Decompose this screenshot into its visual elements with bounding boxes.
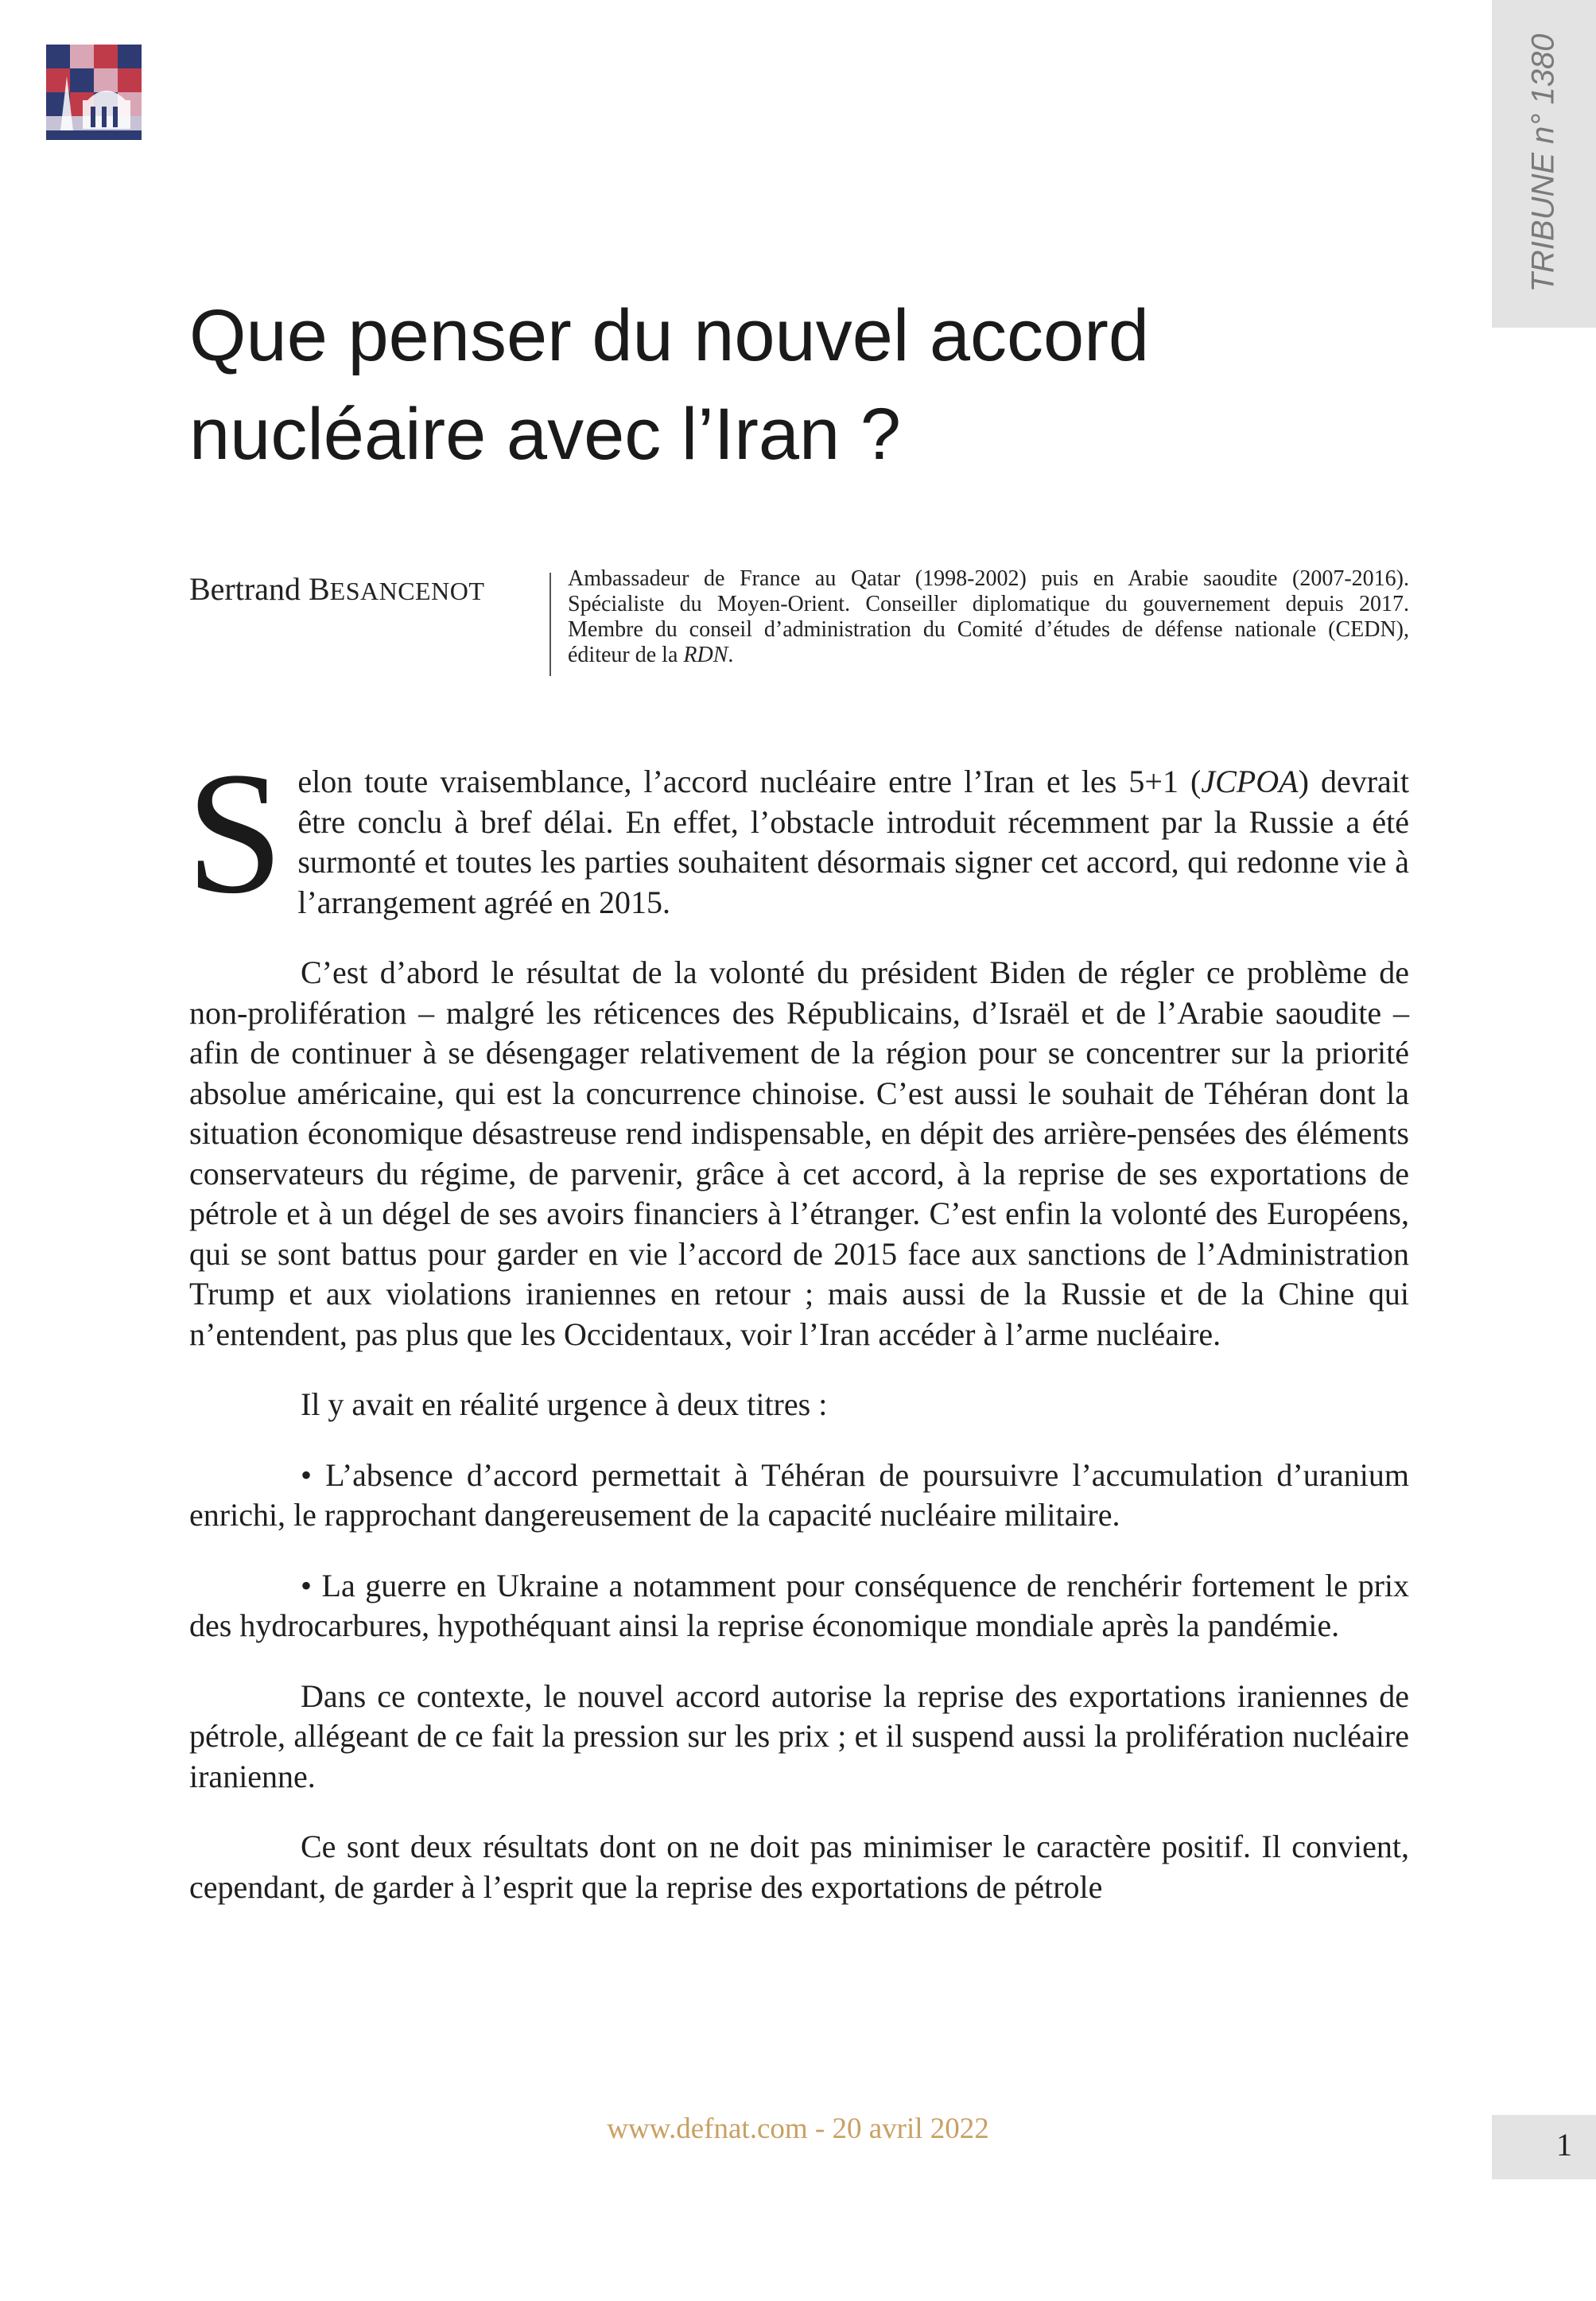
page-title: Que penser du nouvel accord nucléaire avec l’Iran ? xyxy=(189,295,1150,475)
paragraph: C’est d’abord le résultat de la volonté du président Biden de régler ce problème de non-prolifération – malgré les réticences des Républicains, d’Israël et de l’Arabie saoudite – afin de continuer à se désengager relativement de la région pour se concentrer sur la priorité absolue américaine, qui est la concurrence chinoise. C’est aussi le souhait de Téhéran dont la situation économique désastreuse rend indispensable, en dépit des arrière-pensées des éléments conservateurs du régime, de parvenir, grâce à cet accord, à la reprise de ses exportations de pétrole et à un dégel de ses avoirs financiers à l’étranger. C’est enfin la volonté des Européens, qui se sont battus pour garder en vie l’accord de 2015 face aux sanctions de l’Administration Trump et aux violations iraniennes en retour ; mais aussi de la Russie et de la Chine qui n’entendent, pas plus que les Occidentaux, voir l’Iran accéder à l’arme nucléaire. xyxy=(189,954,1409,1352)
tribune-label: TRIBUNE n° 1380 xyxy=(1525,33,1561,293)
rdn-logo-icon xyxy=(46,45,142,140)
paragraph: Il y avait en réalité urgence à deux titres : xyxy=(301,1386,828,1422)
bullet-paragraph: • L’absence d’accord permettait à Téhéran de poursuivre l’accumulation d’uranium enrichi, le rapprochant dangereusement de la capacité nucléaire militaire. xyxy=(189,1456,1409,1533)
article-body xyxy=(186,736,1410,1938)
author-bio: Ambassadeur de France au Qatar (1998-2002) puis en Arabie saoudite (2007-2016). Spécialiste du Moyen-Orient. Conseiller diplomatique du gouvernement depuis 2017. Membre du conseil d’administration du Comité d’études de défense nationale (CEDN), éditeur de la RDN. xyxy=(568,566,1409,667)
footer-url-date: www.defnat.com - 20 avril 2022 xyxy=(607,2112,989,2145)
paragraph-intro: Selon toute vraisemblance, l’accord nucléaire entre l’Iran et les 5+1 (JCPOA) devrait être conclu à bref délai. En effet, l’obstacle introduit récemment par la Russie a été surmonté et toutes les parties souhaitent désormais signer cet accord, qui redonne vie à l’arrangement agréé en 2015. xyxy=(186,736,1410,930)
page-number: 1 xyxy=(1556,2127,1572,2163)
paragraph: Ce sont deux résultats dont on ne doit pas minimiser le caractère positif. Il convient, cependant, de garder à l’esprit que la reprise des exportations de pétrole xyxy=(189,1829,1409,1905)
side-tab xyxy=(1492,0,1596,328)
page-number-tab xyxy=(1492,2115,1596,2179)
author-name: Bertrand BESANCENOT xyxy=(189,571,485,607)
paragraph: Dans ce contexte, le nouvel accord autorise la reprise des exportations iraniennes de pétrole, allégeant de ce fait la pression sur les prix ; et il suspend aussi la prolifération nucléaire iranienne. xyxy=(189,1677,1409,1794)
dropcap: S xyxy=(186,736,284,930)
author-divider xyxy=(549,573,551,676)
bullet-paragraph: • La guerre en Ukraine a notamment pour conséquence de renchérir fortement le prix des hydrocarbures, hypothéquant ainsi la reprise économique mondiale après la pandémie. xyxy=(189,1567,1409,1643)
